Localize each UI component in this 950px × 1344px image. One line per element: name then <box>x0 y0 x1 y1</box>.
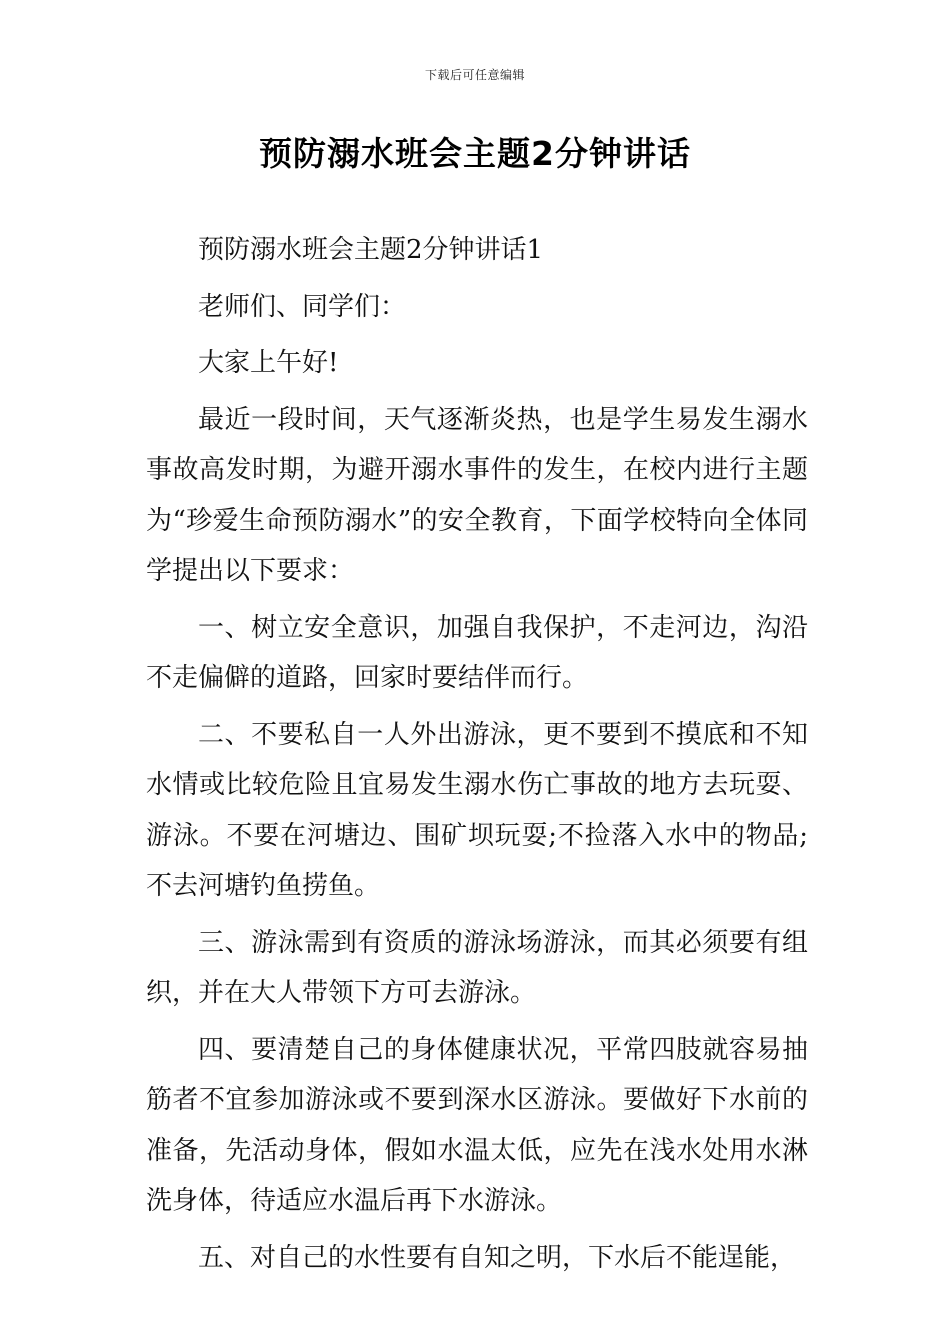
paragraph-intro: 最近一段时间，天气逐渐炎热，也是学生易发生溺水事故高发时期，为避开溺水事件的发生，在校内进行主题为“珍爱生命预防溺水”的安全教育，下面学校特向全体同学提出以下要求： <box>146 404 808 586</box>
paragraph-rule-1: 一、树立安全意识，加强自我保护，不走河边，沟沿不走偏僻的道路，回家时要结伴而行。 <box>146 612 808 693</box>
header-note: 下载后可任意编辑 <box>424 68 525 82</box>
paragraph-salutation: 老师们、同学们： <box>198 291 407 322</box>
paragraph-greeting: 大家上午好! <box>198 348 339 378</box>
paragraph-rule-3: 三、游泳需到有资质的游泳场游泳，而其必须要有组织，并在大人带领下方可去游泳。 <box>146 927 808 1008</box>
paragraph-subtitle: 预防溺水班会主题2分钟讲话1 <box>198 235 544 265</box>
paragraph-rule-5: 五、对自己的水性要有自知之明，下水后不能逞能， <box>198 1242 797 1273</box>
paragraph-rule-4: 四、要清楚自己的身体健康状况，平常四肢就容易抽筋者不宜参加游泳或不要到深水区游泳。要做好下水前的准备，先活动身体，假如水温太低，应先在浅水处用水淋洗身体，待适应水温后再下水游泳。 <box>146 1034 808 1216</box>
document-body <box>146 225 808 1289</box>
paragraph-rule-2: 二、不要私自一人外出游泳，更不要到不摸底和不知水情或比较危险且宜易发生溺水伤亡事故的地方去玩耍、游泳。不要在河塘边、围矿坝玩耍;不捡落入水中的物品;不去河塘钓鱼捞鱼。 <box>146 719 808 901</box>
document-title: 预防溺水班会主题2分钟讲话 <box>259 134 691 173</box>
